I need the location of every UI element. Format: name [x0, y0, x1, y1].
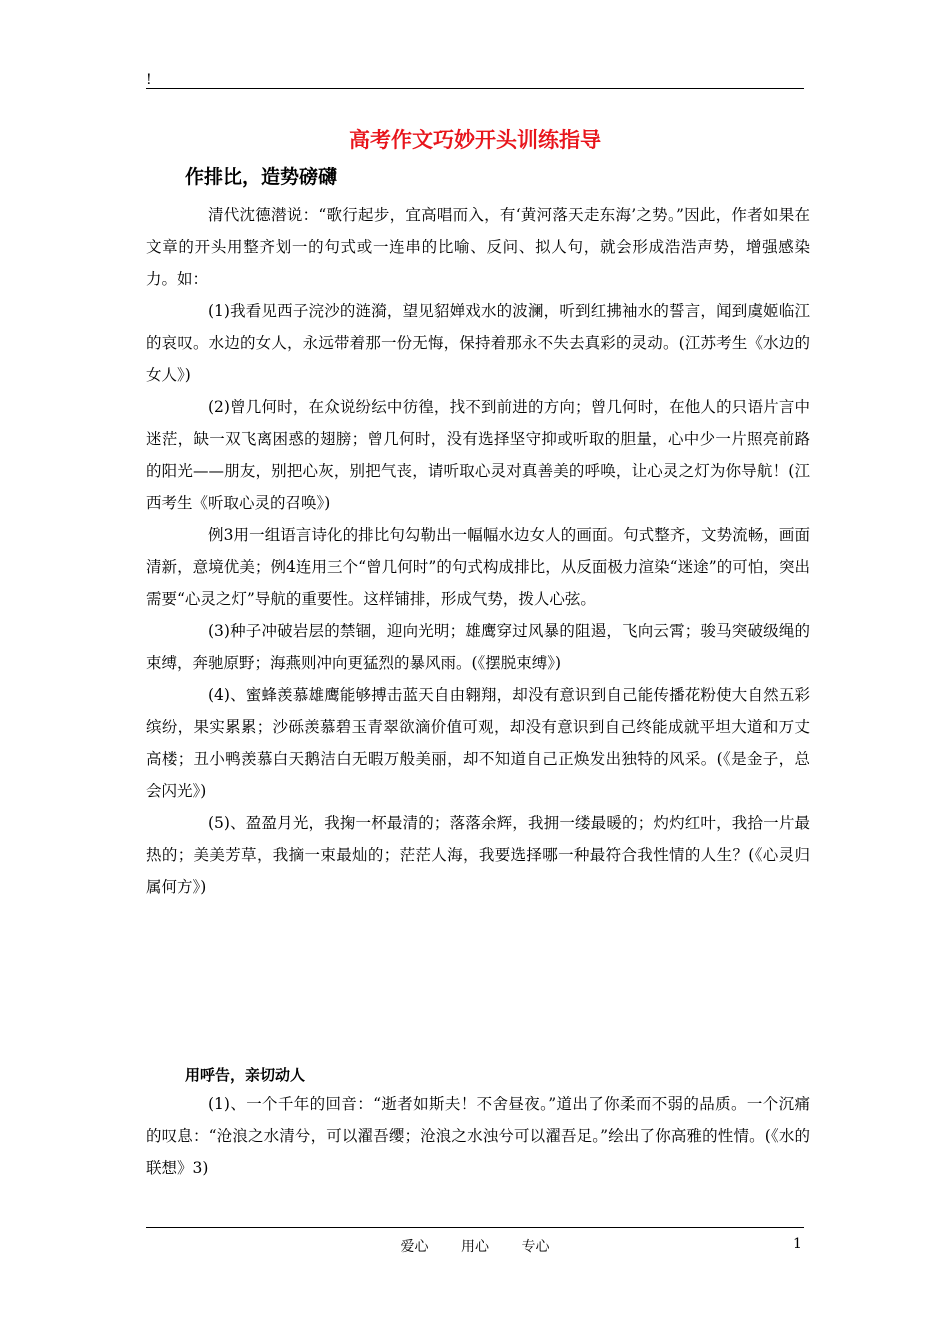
paragraph: (3)种子冲破岩层的禁锢，迎向光明；雄鹰穿过风暴的阻遏，飞向云霄；骏马突破级绳的束缚，奔驰原野；海燕则冲向更猛烈的暴风雨。(《摆脱束缚》): [146, 622, 810, 672]
footer-word: 爱心: [400, 1239, 429, 1255]
section2-body: [146, 1088, 810, 1184]
paragraph: (5)、盈盈月光，我掬一杯最清的；落落余辉，我拥一缕最暖的；灼灼红叶，我拾一片最热的；美美芳草，我摘一束最灿的；茫茫人海，我要选择哪一种最符合我性情的人生？(《心灵归属何方》): [146, 814, 810, 896]
section-heading-apostrophe: 用呼告，亲切动人: [185, 1066, 306, 1084]
header-mark: !: [146, 72, 152, 88]
paragraph: 清代沈德潜说：“歌行起步，宜高唱而入，有‘黄河落天走东海’之势。”因此，作者如果在文章的开头用整齐划一的句式或一连串的比喻、反问、拟人句，就会形成浩浩声势，增强感染力。如：: [146, 206, 810, 288]
paragraph: (1)我看见西子浣沙的涟漪，望见貂婵戏水的波澜，听到红拂袖水的誓言，闻到虞姬临江的哀叹。水边的女人，永远带着那一份无悔，保持着那永不失去真彩的灵动。(江苏考生《水边的女人》): [146, 302, 810, 384]
document-title: 高考作文巧妙开头训练指导: [349, 127, 601, 152]
section1-body: [146, 199, 810, 903]
footer-rule: [146, 1227, 804, 1228]
footer-word: 用心: [461, 1239, 489, 1255]
paragraph: (4)、蜜蜂羡慕雄鹰能够搏击蓝天自由翱翔，却没有意识到自己能传播花粉使大自然五彩缤纷，果实累累；沙砾羡慕碧玉青翠欲滴价值可观，却没有意识到自己终能成就平坦大道和万丈高楼；丑小鸭羡慕白天鹅洁白无暇万般美丽，却不知道自己正焕发出独特的风采。(《是金子，总会闪光》): [146, 686, 810, 800]
section-heading-parallelism: 作排比，造势磅礴: [185, 166, 338, 188]
paragraph: 例3用一组语言诗化的排比句勾勒出一幅幅水边女人的画面。句式整齐，文势流畅，画面清新，意境优美；例4连用三个“曾几何时”的句式构成排比，从反面极力渲染“迷途”的可怕，突出需要“心灵之灯”导航的重要性。这样铺排，形成气势，拨人心弦。: [146, 526, 810, 608]
header-rule: [146, 88, 804, 89]
footer-word: 专心: [521, 1239, 550, 1255]
footer-motto: [146, 1236, 804, 1256]
paragraph: (1)、一个千年的回音：“逝者如斯夫！不舍昼夜。”道出了你柔而不弱的品质。一个沉痛的叹息：“沧浪之水清兮，可以濯吾缨；沧浪之水浊兮可以濯吾足。”绘出了你高雅的性情。(《水的联想》3): [146, 1095, 810, 1177]
paragraph: (2)曾几何时，在众说纷纭中彷徨，找不到前进的方向；曾几何时，在他人的只语片言中迷茫，缺一双飞离困惑的翅膀；曾几何时，没有选择坚守抑或听取的胆量，心中少一片照亮前路的阳光——朋友，别把心灰，别把气丧，请听取心灵对真善美的呼唤，让心灵之灯为你导航！(江西考生《听取心灵的召唤》): [146, 398, 810, 512]
page-number: 1: [793, 1236, 802, 1252]
